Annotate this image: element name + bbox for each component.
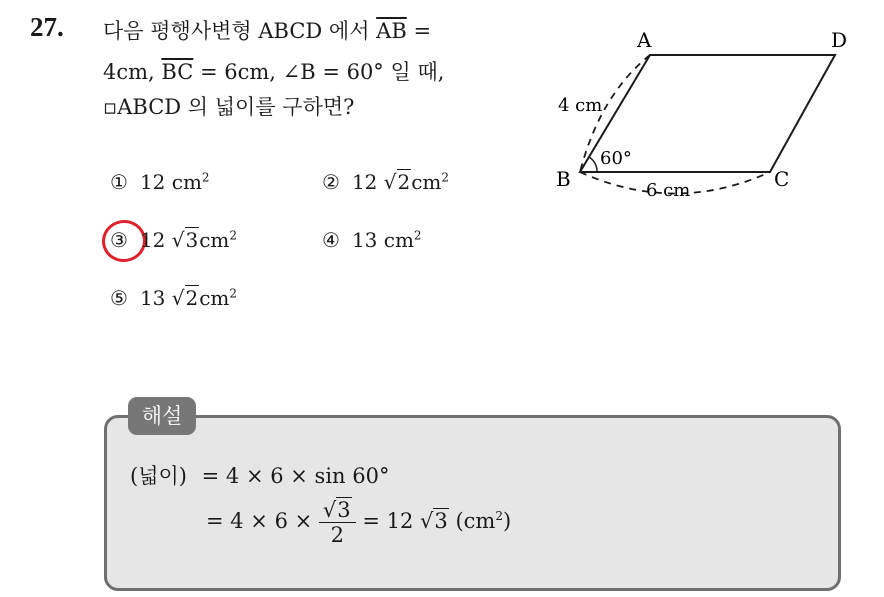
segment-bc: $\overline{BC}$ (161, 60, 194, 84)
choice-coefficient: 12 (139, 170, 166, 194)
radicand: 3 (434, 509, 448, 533)
vertex-a-label: A (637, 28, 652, 52)
side-ab-label: 4 cm (558, 95, 603, 116)
vertex-b-label: B (556, 167, 571, 191)
choice-unit: cm (411, 170, 442, 194)
question-text: 다음 평행사변형 ABCD 에서 (103, 19, 377, 43)
choice-number: ② (322, 170, 340, 194)
choice-exponent: 2 (413, 228, 422, 243)
choice-coefficient: 13 (139, 286, 166, 310)
choice-coefficient: 12 (351, 170, 378, 194)
choice-number: ⑤ (110, 286, 128, 310)
choice-unit: cm (171, 170, 202, 194)
solution-expression: = 4 × 6 × (206, 509, 319, 533)
radicand: 3 (337, 498, 351, 522)
question-number: 27. (30, 12, 64, 42)
angle-b-arc (589, 157, 597, 172)
solution-lhs: (넓이) (130, 464, 187, 488)
solution-rhs: = 4 × 6 × sin 60° (201, 464, 390, 488)
solution-unit: ) (502, 509, 512, 533)
solution-line-2 (206, 498, 511, 547)
choice-exponent: 2 (229, 228, 238, 243)
radicand: 2 (185, 286, 199, 310)
solution-tab: 해설 (128, 397, 196, 435)
fraction (319, 498, 356, 547)
solution-line-1 (130, 460, 389, 490)
vertex-d-label: D (831, 28, 848, 52)
question-line-3: ▫ABCD 의 넓이를 구하면? (103, 95, 355, 119)
sqrt-symbol: √3 (420, 509, 448, 533)
question-text: = 6cm, ∠B = 60° 일 때, (193, 60, 445, 84)
segment-ab: $\overline{AB}$ (376, 19, 407, 43)
sqrt-symbol: √3 (171, 228, 199, 252)
choice-coefficient: 13 (351, 228, 378, 252)
radicand: 2 (397, 170, 411, 194)
solution-expression: = 12 (355, 509, 420, 533)
angle-b-label: 60° (600, 148, 632, 169)
fraction-numerator: √3 (319, 498, 356, 523)
choice-number: ① (110, 170, 128, 194)
solution-unit: (cm (448, 509, 496, 533)
choice-coefficient: 12 (139, 228, 166, 252)
choice-exponent: 2 (201, 170, 210, 185)
radicand: 3 (185, 228, 199, 252)
choice-number: ④ (322, 228, 340, 252)
vertex-c-label: C (774, 167, 790, 191)
side-bc-label: 6 cm (646, 180, 691, 201)
choice-unit: cm (199, 286, 230, 310)
choice-unit: cm (383, 228, 414, 252)
choice-exponent: 2 (229, 286, 238, 301)
fraction-denominator: 2 (330, 523, 344, 547)
sqrt-symbol: √2 (383, 170, 411, 194)
choice-unit: cm (199, 228, 230, 252)
question-text: = (406, 19, 432, 43)
choice-number: ③ (110, 228, 128, 252)
choice-exponent: 2 (441, 170, 450, 185)
sqrt-symbol: √2 (171, 286, 199, 310)
question-text: 4cm, (103, 60, 162, 84)
solution-unit-exponent: 2 (495, 509, 503, 523)
